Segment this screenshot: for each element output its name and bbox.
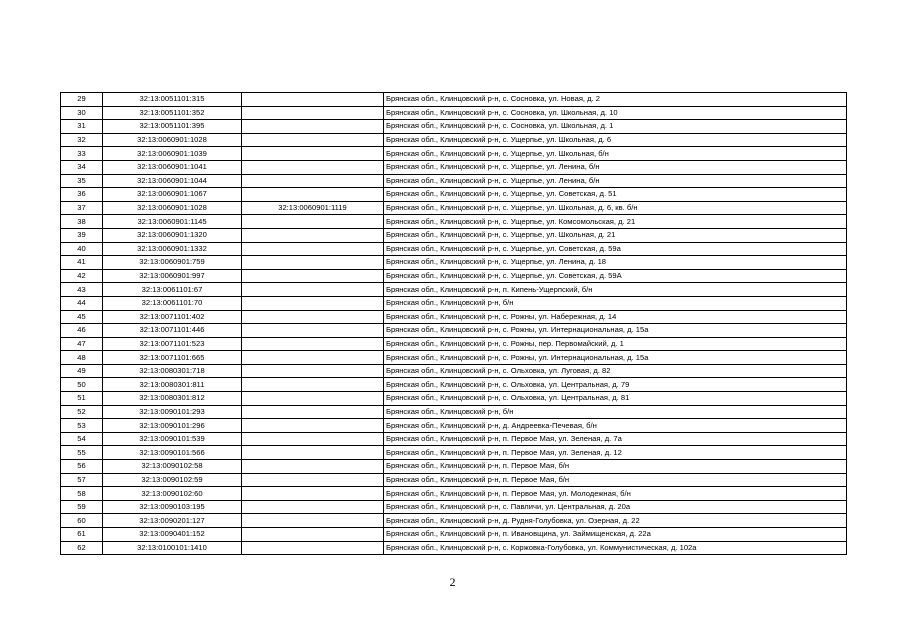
address-cell: Брянская обл., Клинцовский р-н, с. Коржовка-Голубовка, ул. Коммунистическая, д. 102а (384, 541, 847, 555)
address-cell: Брянская обл., Клинцовский р-н, с. Ольховка, ул. Центральная, д. 79 (384, 378, 847, 392)
table-row (61, 364, 847, 378)
row-number-cell: 42 (61, 269, 103, 283)
sub-cadastral-number-cell (242, 228, 384, 242)
cadastral-number-cell: 32:13:0080301:812 (103, 392, 242, 406)
cadastral-number-cell: 32:13:0080301:811 (103, 378, 242, 392)
sub-cadastral-number-cell (242, 174, 384, 188)
row-number-cell: 61 (61, 528, 103, 542)
sub-cadastral-number-cell (242, 337, 384, 351)
cadastral-number-cell: 32:13:0060901:1332 (103, 242, 242, 256)
sub-cadastral-number-cell (242, 242, 384, 256)
row-number-cell: 31 (61, 120, 103, 134)
address-cell: Брянская обл., Клинцовский р-н, с. Ущерпье, ул. Советская, д. 51 (384, 188, 847, 202)
sub-cadastral-number-cell (242, 528, 384, 542)
sub-cadastral-number-cell (242, 296, 384, 310)
table-row (61, 324, 847, 338)
cadastral-number-cell: 32:13:0071101:402 (103, 310, 242, 324)
sub-cadastral-number-cell (242, 310, 384, 324)
sub-cadastral-number-cell (242, 487, 384, 501)
table-row (61, 133, 847, 147)
row-number-cell: 40 (61, 242, 103, 256)
cadastral-number-cell: 32:13:0060901:759 (103, 256, 242, 270)
cadastral-number-cell: 32:13:0061101:67 (103, 283, 242, 297)
row-number-cell: 43 (61, 283, 103, 297)
row-number-cell: 47 (61, 337, 103, 351)
cadastral-number-cell: 32:13:0051101:315 (103, 93, 242, 107)
address-cell: Брянская обл., Клинцовский р-н, с. Павличи, ул. Центральная, д. 20а (384, 500, 847, 514)
table-row (61, 93, 847, 107)
table-row (61, 405, 847, 419)
row-number-cell: 56 (61, 460, 103, 474)
sub-cadastral-number-cell (242, 351, 384, 365)
row-number-cell: 35 (61, 174, 103, 188)
address-cell: Брянская обл., Клинцовский р-н, с. Сосновка, ул. Школьная, д. 1 (384, 120, 847, 134)
address-cell: Брянская обл., Клинцовский р-н, с. Ущерпье, ул. Комсомольская, д. 21 (384, 215, 847, 229)
table-row (61, 228, 847, 242)
table-row (61, 120, 847, 134)
sub-cadastral-number-cell (242, 473, 384, 487)
table-row (61, 351, 847, 365)
cadastral-number-cell: 32:13:0090401:152 (103, 528, 242, 542)
cadastral-number-cell: 32:13:0060901:997 (103, 269, 242, 283)
sub-cadastral-number-cell (242, 392, 384, 406)
row-number-cell: 52 (61, 405, 103, 419)
sub-cadastral-number-cell (242, 283, 384, 297)
address-cell: Брянская обл., Клинцовский р-н, с. Ущерпье, ул. Ленина, д. 18 (384, 256, 847, 270)
cadastral-number-cell: 32:13:0090101:566 (103, 446, 242, 460)
cadastral-number-cell: 32:13:0060901:1039 (103, 147, 242, 161)
table-row (61, 147, 847, 161)
table-row (61, 419, 847, 433)
sub-cadastral-number-cell (242, 147, 384, 161)
cadastral-number-cell: 32:13:0060901:1028 (103, 201, 242, 215)
sub-cadastral-number-cell (242, 120, 384, 134)
table-row (61, 541, 847, 555)
row-number-cell: 58 (61, 487, 103, 501)
row-number-cell: 59 (61, 500, 103, 514)
cadastral-number-cell: 32:13:0080301:718 (103, 364, 242, 378)
cadastral-number-cell: 32:13:0090102:59 (103, 473, 242, 487)
row-number-cell: 38 (61, 215, 103, 229)
address-cell: Брянская обл., Клинцовский р-н, с. Ущерпье, ул. Школьная, д. 6 (384, 133, 847, 147)
address-cell: Брянская обл., Клинцовский р-н, с. Сосновка, ул. Школьная, д. 10 (384, 106, 847, 120)
table-row (61, 378, 847, 392)
cadastral-number-cell: 32:13:0060901:1044 (103, 174, 242, 188)
table-row (61, 174, 847, 188)
address-cell: Брянская обл., Клинцовский р-н, с. Рожны, ул. Интернациональная, д. 15а (384, 324, 847, 338)
address-cell: Брянская обл., Клинцовский р-н, с. Рожны, ул. Интернациональная, д. 15а (384, 351, 847, 365)
address-cell: Брянская обл., Клинцовский р-н, с. Ущерпье, ул. Советская, д. 59А (384, 269, 847, 283)
cadastral-number-cell: 32:13:0051101:395 (103, 120, 242, 134)
address-cell: Брянская обл., Клинцовский р-н, с. Рожны, пер. Первомайский, д. 1 (384, 337, 847, 351)
cadastral-number-cell: 32:13:0060901:1041 (103, 160, 242, 174)
table-row (61, 446, 847, 460)
table-row (61, 106, 847, 120)
cadastral-number-cell: 32:13:0090103:195 (103, 500, 242, 514)
address-cell: Брянская обл., Клинцовский р-н, с. Ущерпье, ул. Советская, д. 59а (384, 242, 847, 256)
sub-cadastral-number-cell (242, 133, 384, 147)
cadastral-number-cell: 32:13:0100101:1410 (103, 541, 242, 555)
table-row (61, 487, 847, 501)
sub-cadastral-number-cell (242, 215, 384, 229)
row-number-cell: 53 (61, 419, 103, 433)
row-number-cell: 48 (61, 351, 103, 365)
address-cell: Брянская обл., Клинцовский р-н, с. Сосновка, ул. Новая, д. 2 (384, 93, 847, 107)
address-cell: Брянская обл., Клинцовский р-н, с. Рожны, ул. Набережная, д. 14 (384, 310, 847, 324)
row-number-cell: 30 (61, 106, 103, 120)
row-number-cell: 33 (61, 147, 103, 161)
table-row (61, 160, 847, 174)
cadastral-number-cell: 32:13:0090101:296 (103, 419, 242, 433)
table-row (61, 242, 847, 256)
table-row (61, 269, 847, 283)
sub-cadastral-number-cell (242, 364, 384, 378)
cadastral-number-cell: 32:13:0051101:352 (103, 106, 242, 120)
row-number-cell: 60 (61, 514, 103, 528)
row-number-cell: 32 (61, 133, 103, 147)
cadastral-number-cell: 32:13:0090101:293 (103, 405, 242, 419)
address-cell: Брянская обл., Клинцовский р-н, б/н (384, 405, 847, 419)
sub-cadastral-number-cell (242, 432, 384, 446)
address-cell: Брянская обл., Клинцовский р-н, с. Ущерпье, ул. Школьная, д. 21 (384, 228, 847, 242)
cadastral-number-cell: 32:13:0060901:1067 (103, 188, 242, 202)
sub-cadastral-number-cell (242, 460, 384, 474)
address-cell: Брянская обл., Клинцовский р-н, д. Рудня-Голубовка, ул. Озерная, д. 22 (384, 514, 847, 528)
row-number-cell: 55 (61, 446, 103, 460)
row-number-cell: 46 (61, 324, 103, 338)
row-number-cell: 37 (61, 201, 103, 215)
cadastral-number-cell: 32:13:0071101:523 (103, 337, 242, 351)
cadastral-number-cell: 32:13:0061101:70 (103, 296, 242, 310)
address-cell: Брянская обл., Клинцовский р-н, п. Первое Мая, ул. Зеленая, д. 7а (384, 432, 847, 446)
sub-cadastral-number-cell (242, 188, 384, 202)
row-number-cell: 29 (61, 93, 103, 107)
row-number-cell: 62 (61, 541, 103, 555)
table-row (61, 514, 847, 528)
table-row (61, 337, 847, 351)
row-number-cell: 39 (61, 228, 103, 242)
address-cell: Брянская обл., Клинцовский р-н, с. Ущерпье, ул. Школьная, д. 6, кв. б/н (384, 201, 847, 215)
table-row (61, 432, 847, 446)
sub-cadastral-number-cell (242, 269, 384, 283)
row-number-cell: 50 (61, 378, 103, 392)
sub-cadastral-number-cell (242, 419, 384, 433)
sub-cadastral-number-cell (242, 93, 384, 107)
address-cell: Брянская обл., Клинцовский р-н, с. Ущерпье, ул. Ленина, б/н (384, 174, 847, 188)
sub-cadastral-number-cell (242, 160, 384, 174)
table-row (61, 201, 847, 215)
table-row (61, 296, 847, 310)
cadastral-number-cell: 32:13:0060901:1028 (103, 133, 242, 147)
address-cell: Брянская обл., Клинцовский р-н, с. Ущерпье, ул. Школьная, б/н (384, 147, 847, 161)
property-table-body (61, 93, 847, 555)
sub-cadastral-number-cell (242, 405, 384, 419)
cadastral-number-cell: 32:13:0071101:665 (103, 351, 242, 365)
address-cell: Брянская обл., Клинцовский р-н, с. Ущерпье, ул. Ленина, б/н (384, 160, 847, 174)
address-cell: Брянская обл., Клинцовский р-н, п. Кипень-Ущерпский, б/н (384, 283, 847, 297)
address-cell: Брянская обл., Клинцовский р-н, п. Первое Мая, ул. Молодежная, б/н (384, 487, 847, 501)
table-row (61, 473, 847, 487)
row-number-cell: 54 (61, 432, 103, 446)
row-number-cell: 57 (61, 473, 103, 487)
sub-cadastral-number-cell (242, 446, 384, 460)
row-number-cell: 49 (61, 364, 103, 378)
cadastral-number-cell: 32:13:0090102:60 (103, 487, 242, 501)
table-row (61, 188, 847, 202)
sub-cadastral-number-cell (242, 324, 384, 338)
address-cell: Брянская обл., Клинцовский р-н, п. Первое Мая, б/н (384, 473, 847, 487)
cadastral-number-cell: 32:13:0071101:446 (103, 324, 242, 338)
address-cell: Брянская обл., Клинцовский р-н, б/н (384, 296, 847, 310)
table-row (61, 528, 847, 542)
sub-cadastral-number-cell (242, 514, 384, 528)
table-row (61, 460, 847, 474)
cadastral-number-cell: 32:13:0090102:58 (103, 460, 242, 474)
row-number-cell: 45 (61, 310, 103, 324)
cadastral-number-cell: 32:13:0090101:539 (103, 432, 242, 446)
address-cell: Брянская обл., Клинцовский р-н, д. Андреевка-Печевая, б/н (384, 419, 847, 433)
sub-cadastral-number-cell (242, 541, 384, 555)
row-number-cell: 34 (61, 160, 103, 174)
sub-cadastral-number-cell: 32:13:0060901:1119 (242, 201, 384, 215)
property-table (60, 92, 847, 555)
sub-cadastral-number-cell (242, 106, 384, 120)
address-cell: Брянская обл., Клинцовский р-н, с. Ольховка, ул. Луговая, д. 82 (384, 364, 847, 378)
table-row (61, 310, 847, 324)
sub-cadastral-number-cell (242, 256, 384, 270)
address-cell: Брянская обл., Клинцовский р-н, п. Первое Мая, ул. Зеленая, д. 12 (384, 446, 847, 460)
table-row (61, 500, 847, 514)
cadastral-number-cell: 32:13:0090201:127 (103, 514, 242, 528)
page-number: 2 (449, 575, 456, 589)
table-row (61, 256, 847, 270)
sub-cadastral-number-cell (242, 378, 384, 392)
row-number-cell: 36 (61, 188, 103, 202)
row-number-cell: 51 (61, 392, 103, 406)
table-row (61, 215, 847, 229)
sub-cadastral-number-cell (242, 500, 384, 514)
table-row (61, 392, 847, 406)
row-number-cell: 44 (61, 296, 103, 310)
address-cell: Брянская обл., Клинцовский р-н, п. Ивановщина, ул. Займищенская, д. 22а (384, 528, 847, 542)
table-row (61, 283, 847, 297)
cadastral-number-cell: 32:13:0060901:1145 (103, 215, 242, 229)
address-cell: Брянская обл., Клинцовский р-н, с. Ольховка, ул. Центральная, д. 81 (384, 392, 847, 406)
row-number-cell: 41 (61, 256, 103, 270)
cadastral-number-cell: 32:13:0060901:1320 (103, 228, 242, 242)
address-cell: Брянская обл., Клинцовский р-н, п. Первое Мая, б/н (384, 460, 847, 474)
